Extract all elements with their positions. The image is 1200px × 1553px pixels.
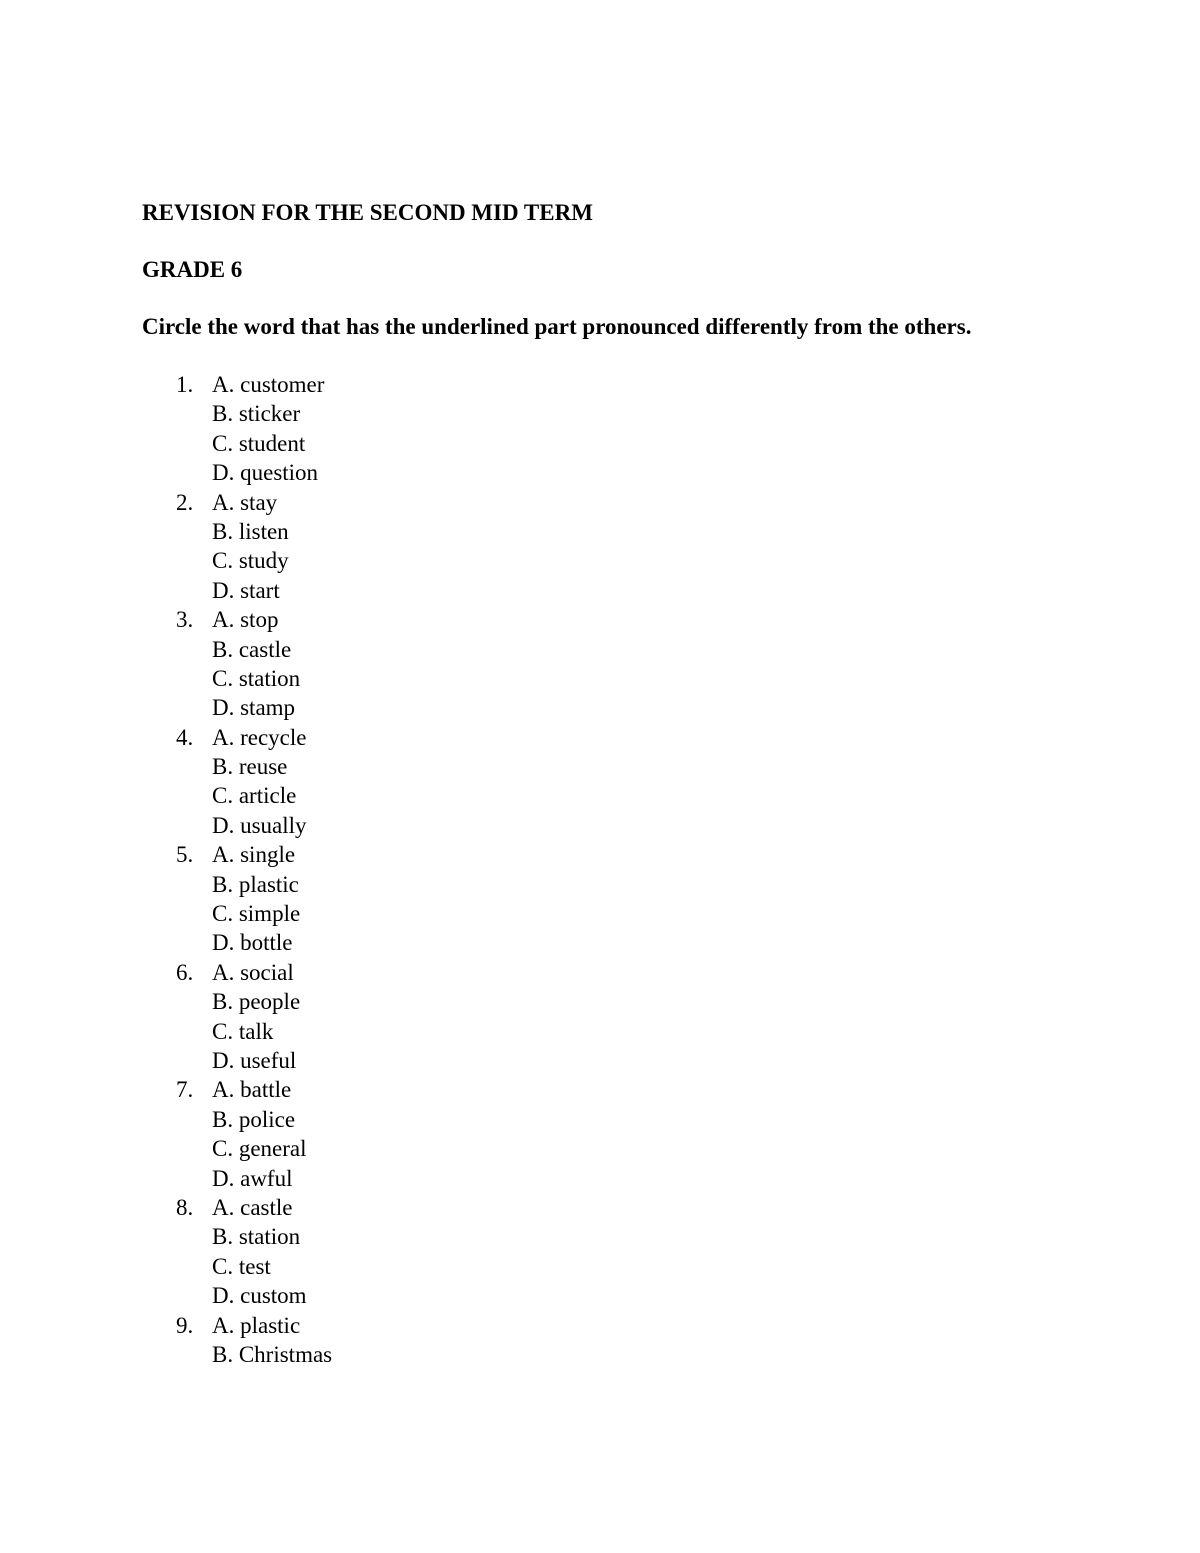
question-item: [142, 958, 1042, 1076]
document-content: [142, 198, 1042, 1369]
answer-option[interactable]: B. reuse: [212, 754, 288, 780]
question-number: 1.: [176, 372, 194, 397]
answer-option[interactable]: A. social: [212, 959, 294, 985]
instruction-text: Circle the word that has the underlined part pronounced differently from the others.: [142, 314, 972, 339]
question-item: [142, 370, 1042, 488]
question-item: [142, 1075, 1042, 1193]
question-item: [142, 1193, 1042, 1311]
answer-option[interactable]: B. police: [212, 1106, 296, 1132]
question-list: [142, 370, 1042, 1369]
answer-option[interactable]: C. talk: [212, 1018, 274, 1044]
answer-option[interactable]: B. sticker: [212, 401, 301, 427]
answer-option[interactable]: A. plastic: [212, 1312, 301, 1338]
answer-option[interactable]: C. station: [212, 665, 301, 691]
answer-option[interactable]: A. stop: [212, 607, 279, 633]
answer-option[interactable]: D. bottle: [212, 930, 293, 956]
answer-option[interactable]: C. article: [212, 783, 297, 809]
answer-option[interactable]: B. people: [212, 989, 301, 1015]
answer-option[interactable]: C. general: [212, 1136, 307, 1162]
question-number: 7.: [176, 1077, 194, 1103]
question-number: 5.: [176, 842, 194, 868]
answer-option[interactable]: D. question: [212, 460, 319, 486]
question-number: 4.: [176, 724, 194, 750]
answer-option[interactable]: C. simple: [212, 901, 301, 927]
question-number: 6.: [176, 959, 194, 985]
question-number: 3.: [176, 607, 194, 633]
answer-option[interactable]: A. single: [212, 842, 296, 868]
answer-option[interactable]: C. student: [212, 430, 306, 456]
answer-option[interactable]: A. recycle: [212, 724, 307, 750]
grade-heading: GRADE 6: [142, 257, 243, 282]
answer-option[interactable]: D. awful: [212, 1165, 293, 1191]
answer-option[interactable]: D. custom: [212, 1283, 307, 1309]
answer-option[interactable]: C. test: [212, 1253, 271, 1279]
answer-option[interactable]: A. stay: [212, 489, 278, 515]
answer-option[interactable]: B. Christmas: [212, 1341, 333, 1367]
answer-option[interactable]: D. start: [212, 577, 280, 603]
answer-option[interactable]: A. castle: [212, 1194, 293, 1220]
answer-option[interactable]: A. battle: [212, 1077, 292, 1103]
answer-option[interactable]: C. study: [212, 548, 289, 574]
answer-option[interactable]: B. plastic: [212, 871, 299, 897]
question-item: [142, 840, 1042, 958]
question-item: [142, 723, 1042, 841]
document-title: REVISION FOR THE SECOND MID TERM: [142, 200, 593, 225]
answer-option[interactable]: B. castle: [212, 636, 292, 662]
answer-option[interactable]: D. stamp: [212, 695, 296, 721]
question-number: 9.: [176, 1312, 194, 1338]
question-item: [142, 488, 1042, 606]
question-item: [142, 605, 1042, 723]
question-number: 8.: [176, 1194, 194, 1220]
answer-option[interactable]: D. useful: [212, 1047, 297, 1073]
question-number: 2.: [176, 489, 194, 515]
answer-option[interactable]: B. listen: [212, 518, 289, 544]
question-item: [142, 1311, 1042, 1370]
answer-option[interactable]: A. customer: [212, 372, 325, 397]
answer-option[interactable]: B. station: [212, 1224, 301, 1250]
answer-option[interactable]: D. usually: [212, 812, 307, 838]
